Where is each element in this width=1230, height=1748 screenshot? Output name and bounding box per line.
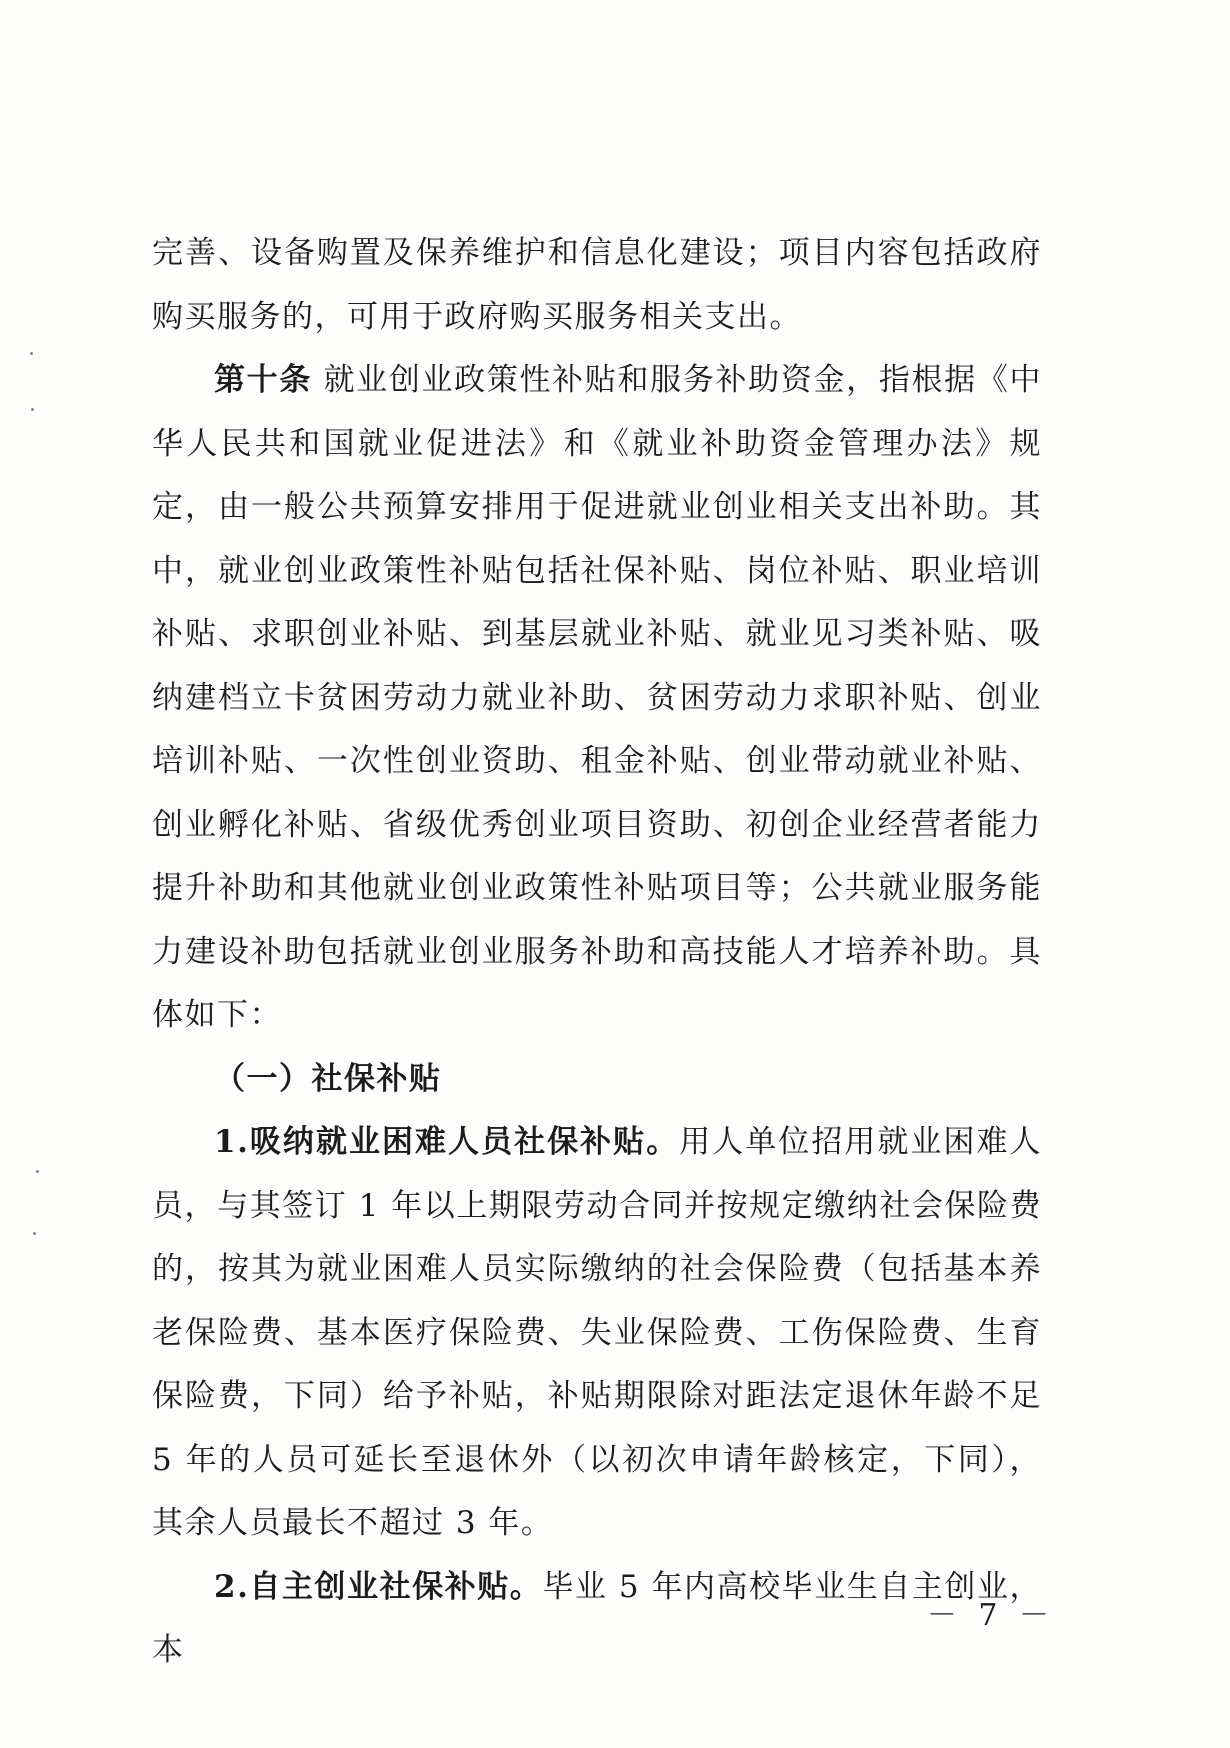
scan-speck [30,352,33,355]
article-heading: 第十条 [214,362,312,398]
paragraph-text: 完善、设备购置及保养维护和信息化建设；项目内容包括政府购买服务的，可用于政府购买服务相关支出。 [152,235,1042,335]
paragraph-item-2 [152,1556,1042,1683]
body-text [152,222,1042,1683]
paragraph-continuation [152,222,1042,349]
paragraph-text: 毕业 5 年内高校毕业生自主创业，本 [152,1568,1042,1668]
paragraph-text: 用人单位招用就业困难人员，与其签订 1 年以上期限劳动合同并按规定缴纳社会保险费的，按其为就业困难人员实际缴纳的社会保险费（包括基本养老保险费、基本医疗保险费、失业保险费、工伤保险费、生育保险费，下同）给予补贴，补贴期限除对距法定退休年龄不足 5 年的人员可延长至退休外（以初次申请年龄核定，下同），其余人员最长不超过 3 年。 [152,1124,1042,1541]
section-heading: （一）社保补贴 [214,1060,442,1097]
paragraph-item-1 [152,1111,1042,1556]
paragraph-article-10 [152,349,1042,1048]
section-heading-social-insurance [152,1048,1042,1112]
scan-speck [36,1170,39,1173]
item-heading: 1.吸纳就业困难人员社保补贴。 [214,1124,680,1160]
paragraph-text: 就业创业政策性补贴和服务补助资金，指根据《中华人民共和国就业促进法》和《就业补助资金管理办法》规定，由一般公共预算安排用于促进就业创业相关支出补助。其中，就业创业政策性补贴包括社保补贴、岗位补贴、职业培训补贴、求职创业补贴、到基层就业补贴、就业见习类补贴、吸纳建档立卡贫困劳动力就业补助、贫困劳动力求职补贴、创业培训补贴、一次性创业资助、租金补贴、创业带动就业补贴、创业孵化补贴、省级优秀创业项目资助、初创企业经营者能力提升补助和其他就业创业政策性补贴项目等；公共就业服务能力建设补助包括就业创业服务补助和高技能人才培养补助。具体如下： [152,362,1042,1033]
scan-speck [31,408,34,411]
item-heading: 2.自主创业社保补贴。 [214,1568,543,1605]
page-number: － 7 － [926,1598,1055,1633]
scan-speck [33,1232,36,1235]
